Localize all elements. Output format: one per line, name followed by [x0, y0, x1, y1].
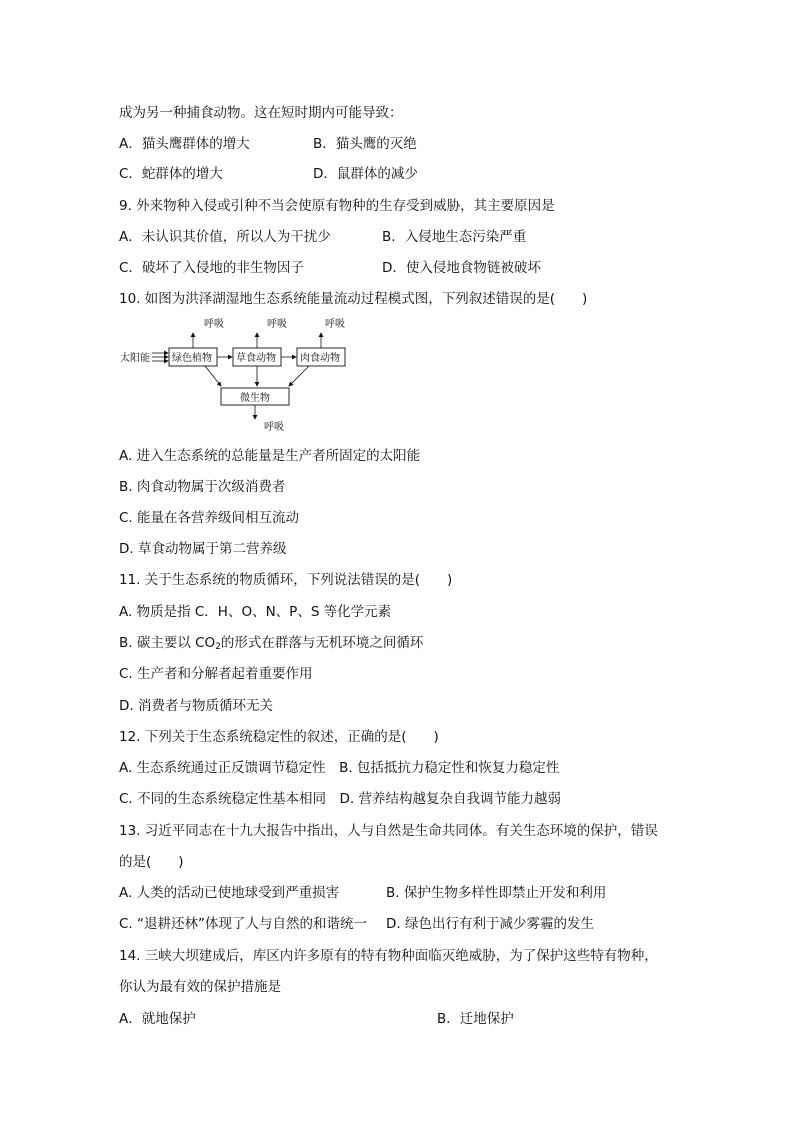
- option-b: B. 保护生物多样性即禁止开发和利用: [386, 885, 607, 901]
- option-b-text: B. 碳主要以 CO: [119, 635, 216, 651]
- respiration-label: 呼吸: [264, 422, 284, 433]
- option-a: A. 进入生态系统的总能量是生产者所固定的太阳能: [119, 448, 421, 464]
- option-b: B．迁地保护: [437, 1011, 514, 1027]
- options-ab: A. 生态系统通过正反馈调节稳定性 B. 包括抵抗力稳定性和恢复力稳定性: [119, 760, 560, 776]
- energy-flow-diagram: [118, 313, 358, 435]
- option-d: D. 草食动物属于第二营养级: [119, 541, 287, 557]
- option-c: C. “退耕还林”体现了人与自然的和谐统一: [119, 916, 367, 932]
- subscript: 2: [215, 642, 221, 652]
- carnivore-label: 肉食动物: [300, 353, 340, 364]
- options-cd: C. 不同的生态系统稳定性基本相同 D. 营养结构越复杂自我调节能力越弱: [119, 791, 561, 807]
- option-a: A. 人类的活动已使地球受到严重损害: [119, 885, 340, 901]
- herbivore-label: 草食动物: [236, 353, 276, 364]
- option-c: C．破坏了入侵地的非生物因子: [119, 260, 304, 276]
- question-12: 12. 下列关于生态系统稳定性的叙述，正确的是( ): [119, 729, 439, 745]
- text-line: 成为另一种捕食动物。这在短时期内可能导致：: [119, 105, 403, 121]
- option-a: A. 物质是指 C．H、O、N、P、S 等化学元素: [119, 604, 392, 620]
- option-b: [119, 634, 423, 656]
- question-9: 9. 外来物种入侵或引种不当会使原有物种的生存受到威胁，其主要原因是: [119, 198, 555, 214]
- option-c: C. 能量在各营养级间相互流动: [119, 510, 300, 526]
- option-b: B．猫头鹰的灭绝: [313, 136, 417, 152]
- producer-label: 绿色植物: [172, 353, 212, 364]
- option-a: A．未认识其价值，所以人为干扰少: [119, 229, 331, 245]
- option-d: D．鼠群体的减少: [313, 166, 418, 182]
- option-b: B．入侵地生态污染严重: [382, 229, 527, 245]
- option-d: D. 绿色出行有利于减少雾霾的发生: [386, 916, 594, 932]
- respiration-label: 呼吸: [325, 319, 345, 330]
- option-a: A．就地保护: [119, 1011, 196, 1027]
- question-13-cont: 的是( ): [119, 854, 184, 870]
- question-14: 14. 三峡大坝建成后，库区内许多原有的特有物种面临灭绝威胁，为了保护这些特有物种，: [119, 948, 658, 964]
- option-d: D．使入侵地食物链被破坏: [382, 260, 541, 276]
- question-13: 13. 习近平同志在十九大报告中指出，人与自然是生命共同体。有关生态环境的保护，错误: [119, 823, 658, 839]
- option-c: C．蛇群体的增大: [119, 166, 223, 182]
- question-14-cont: 你认为最有效的保护措施是: [119, 979, 281, 995]
- option-b: B. 肉食动物属于次级消费者: [119, 479, 286, 495]
- question-11: 11. 关于生态系统的物质循环，下列说法错误的是( ): [119, 572, 453, 588]
- respiration-label: 呼吸: [267, 319, 287, 330]
- respiration-label: 呼吸: [204, 319, 224, 330]
- option-b-text: 的形式在群落与无机环境之间循环: [220, 635, 424, 651]
- option-c: C. 生产者和分解者起着重要作用: [119, 666, 313, 682]
- sun-label: 太阳能: [120, 353, 150, 364]
- microbe-label: 微生物: [240, 393, 270, 404]
- option-d: D. 消费者与物质循环无关: [119, 698, 273, 714]
- question-10: 10. 如图为洪泽湖湿地生态系统能量流动过程模式图，下列叙述错误的是( ): [119, 291, 588, 307]
- option-a: A．猫头鹰群体的增大: [119, 136, 250, 152]
